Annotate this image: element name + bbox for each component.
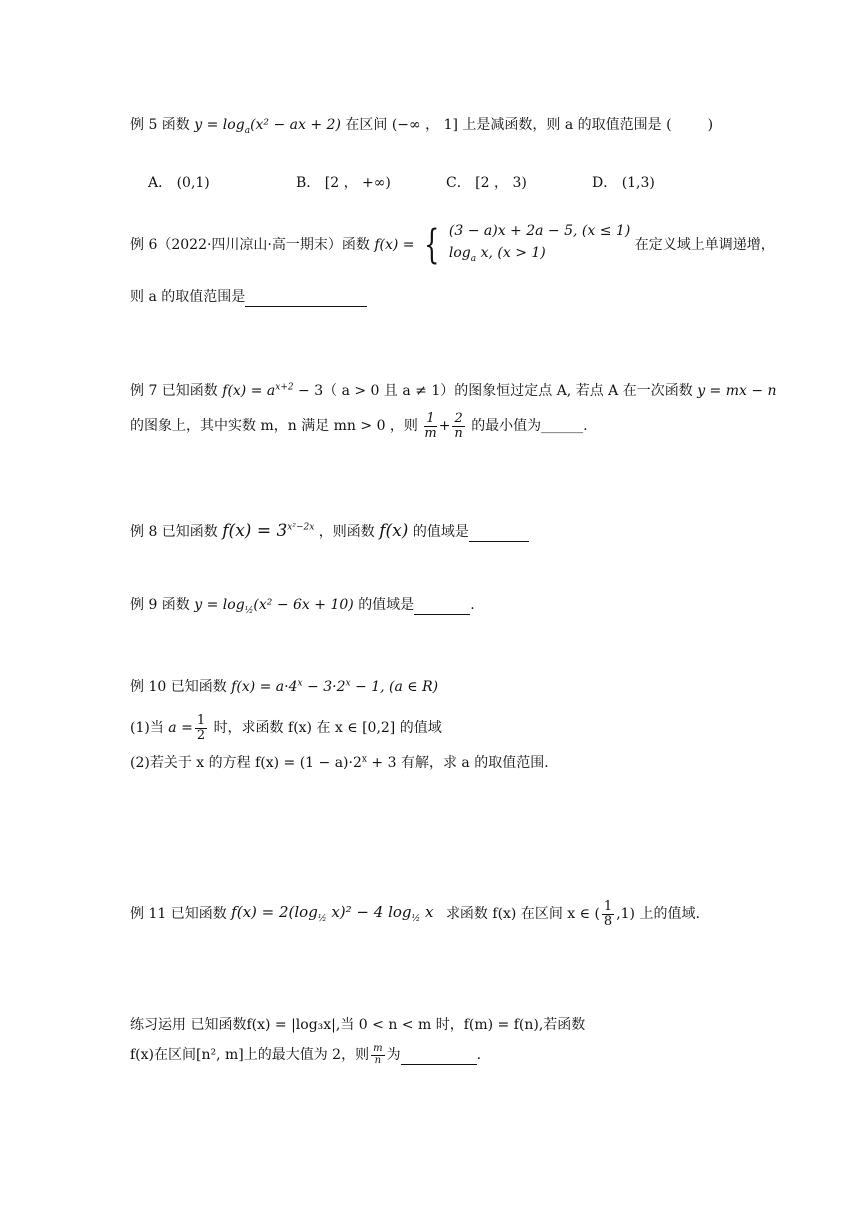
fraction-m-over-n: $\frac{m}{n}$: [373, 1043, 383, 1066]
example-6-line2: 则 a 的取值范围是: [130, 288, 367, 307]
example-7-cond: − 3（ a > 0 且 a ≠ 1）的图象恒过定点 A, 若点 A 在一次函数: [293, 383, 693, 399]
fraction-1-over-m: $\frac{1}{m}$: [424, 411, 437, 441]
example-5-question: [130, 116, 713, 137]
example-9-label: 例 9 函数: [130, 597, 190, 613]
option-c[interactable]: C． [2 ， 3): [446, 175, 527, 191]
example-8-question: 例 8 已知函数 $f(x) = 3^{x^2-2x}$ ，则函数 f(x) 的值域是: [130, 520, 529, 542]
practice-line-1: 练习运用 已知函数f(x) = |log₃x|,当 0 < n < m 时，f(m) = f(n),若函数: [130, 1017, 586, 1033]
option-b[interactable]: B． [2 ， +∞): [296, 175, 391, 191]
answer-blank-6[interactable]: [245, 288, 367, 307]
fraction-one-eighth: $\frac{1}{8}$: [603, 899, 613, 929]
example-6-question: [130, 220, 775, 270]
example-10-question: [130, 678, 438, 696]
example-9-formula: $y = \log_{\frac{1}{2}}(x^2 - 6x + 10)$: [194, 597, 354, 616]
example-6-fx: f(x) =: [374, 236, 415, 253]
example-11-formula: $f(x) = 2(\log_{\frac{1}{2}}$ x)² − 4 $\log_{\frac{1}{2}} x$: [231, 902, 434, 924]
piecewise-case-1: (3 − a)x + 2a − 5, (x ≤ 1): [448, 223, 631, 239]
example-10-label: 例 10 已知函数: [130, 679, 227, 695]
example-6-tail: 在定义域上单调递增，: [634, 236, 775, 253]
example-9-question: 例 9 函数 $y = \log_{\frac{1}{2}}(x^2 - 6x + 10)$ 的值域是 .: [130, 597, 475, 616]
example-6-label: 例 6（2022·四川凉山·高一期末）函数: [130, 236, 370, 253]
example-5-tail: 上是减函数，则 a 的取值范围是 (: [462, 117, 672, 133]
example-8-formula: $f(x) = 3^{x^2-2x}$: [222, 521, 315, 541]
piecewise-case-2: $\log_a x$, (x > 1): [448, 245, 546, 264]
example-7-label: 例 7 已知函数: [130, 383, 218, 399]
piecewise-brace: {: [424, 221, 440, 268]
answer-blank-9[interactable]: [414, 596, 470, 615]
answer-blank-8[interactable]: [469, 523, 529, 542]
example-5-formula: $y = \log_a(x^2$ − ax + 2): [194, 117, 341, 136]
example-8-label: 例 8 已知函数: [130, 524, 218, 540]
example-10-part-1: (1)当 a = $\frac{1}{2}$ 时，求函数 f(x) 在 x ∈ [0,2] 的值域: [130, 713, 442, 743]
example-7-line2: 的图象上，其中实数 m，n 满足 mn > 0 ，则 $\frac{1}{m}$ + $\frac{2}{n}$ 的最小值为______.: [130, 411, 588, 441]
option-a[interactable]: A． (0,1): [148, 175, 210, 191]
answer-blank-practice[interactable]: [401, 1045, 477, 1064]
example-10-part-2: (2)若关于 x 的方程 $f(x) = (1 - a)\cdot 2^x + 3$ 有解，求 a 的取值范围.: [130, 754, 549, 771]
example-7-linear-fn: y = mx − n: [697, 383, 777, 399]
example-7-formula: $f(x) = a^{x+2}$: [222, 382, 294, 399]
piecewise-cases: [449, 220, 630, 270]
example-11-question: 例 11 已知函数 $f(x) = 2(\log_{\frac{1}{2}}$ x)² − 4 $\log_{\frac{1}{2}} x$ 求函数 f(x) 在区间 x ∈ ( $\frac{1}{8}$ ,1) 上的值域.: [130, 899, 700, 929]
example-10-formula: $f(x) = a\cdot 4^x - 3\cdot 2^x - 1$, (a ∈ R): [231, 678, 439, 695]
example-5-label: 例 5 函数: [130, 117, 190, 133]
example-11-label: 例 11 已知函数: [130, 906, 227, 923]
fraction-one-half: $\frac{1}{2}$: [196, 713, 206, 743]
fraction-2-over-n: $\frac{2}{n}$: [454, 411, 463, 441]
example-5-close: ): [707, 117, 714, 133]
option-d[interactable]: D． (1,3): [592, 175, 655, 191]
example-5-mid: 在区间: [345, 117, 388, 133]
practice-line-2: f(x)在区间[n², m]上的最大值为 2，则 $\frac{m}{n}$ 为 .: [130, 1043, 482, 1066]
example-7-question: [130, 382, 777, 400]
example-5-interval: (−∞ ， 1]: [391, 117, 458, 133]
